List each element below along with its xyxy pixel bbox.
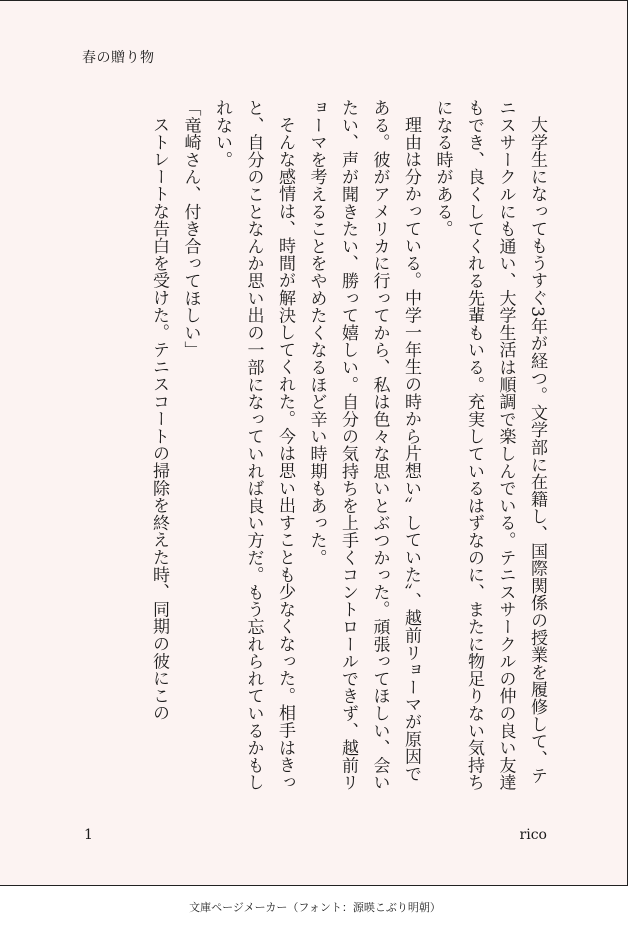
- paragraph-2: 理由は分かっている。中学一年生の時から片想い〟していた〟、越前リョーマが原因である。彼がアメリカに行ってから、私は色々な思いとぶつかった。頑張ってほしい、会いたい、声が聞きたい、勝って嬉しい。自分の気持ちを上手くコントロールできず、越前リョーマを考えることをやめたくなるほど辛い時期もあった。: [306, 99, 421, 791]
- paragraph-1: 大学生になってもうすぐ3年が経つ。文学部に在籍し、国際関係の授業を履修して、テニスサークルにも通い、大学生活は順調で楽しんでいる。テニスサークルの仲の良い友達もでき、良くしてくれる先輩もいる。充実しているはずなのに、またに物足りない気持ちになる時がある。: [432, 99, 547, 791]
- page-number: 1: [84, 827, 93, 843]
- generator-credit: 文庫ページメーカー（フォント：源暎こぶり明朝）: [189, 901, 441, 914]
- paragraph-4-dialogue: 「竜崎さん、付き合ってほしい」: [180, 99, 201, 359]
- paragraph-5: ストレートな告白を受けた。テニスコートの掃除を終えた時、同期の彼にこの: [149, 116, 169, 722]
- chapter-title: 春の贈り物: [82, 50, 155, 66]
- vertical-body-text: [80, 99, 552, 799]
- author-name: rico: [519, 827, 547, 843]
- paragraph-3: そんな感情は、時間が解決してくれた。今は思い出すことも少なくなった。相手はきっと、自分のことなんか思い出の一部になっていれば良い方だ。もう忘れられているかもしれない。: [212, 99, 295, 791]
